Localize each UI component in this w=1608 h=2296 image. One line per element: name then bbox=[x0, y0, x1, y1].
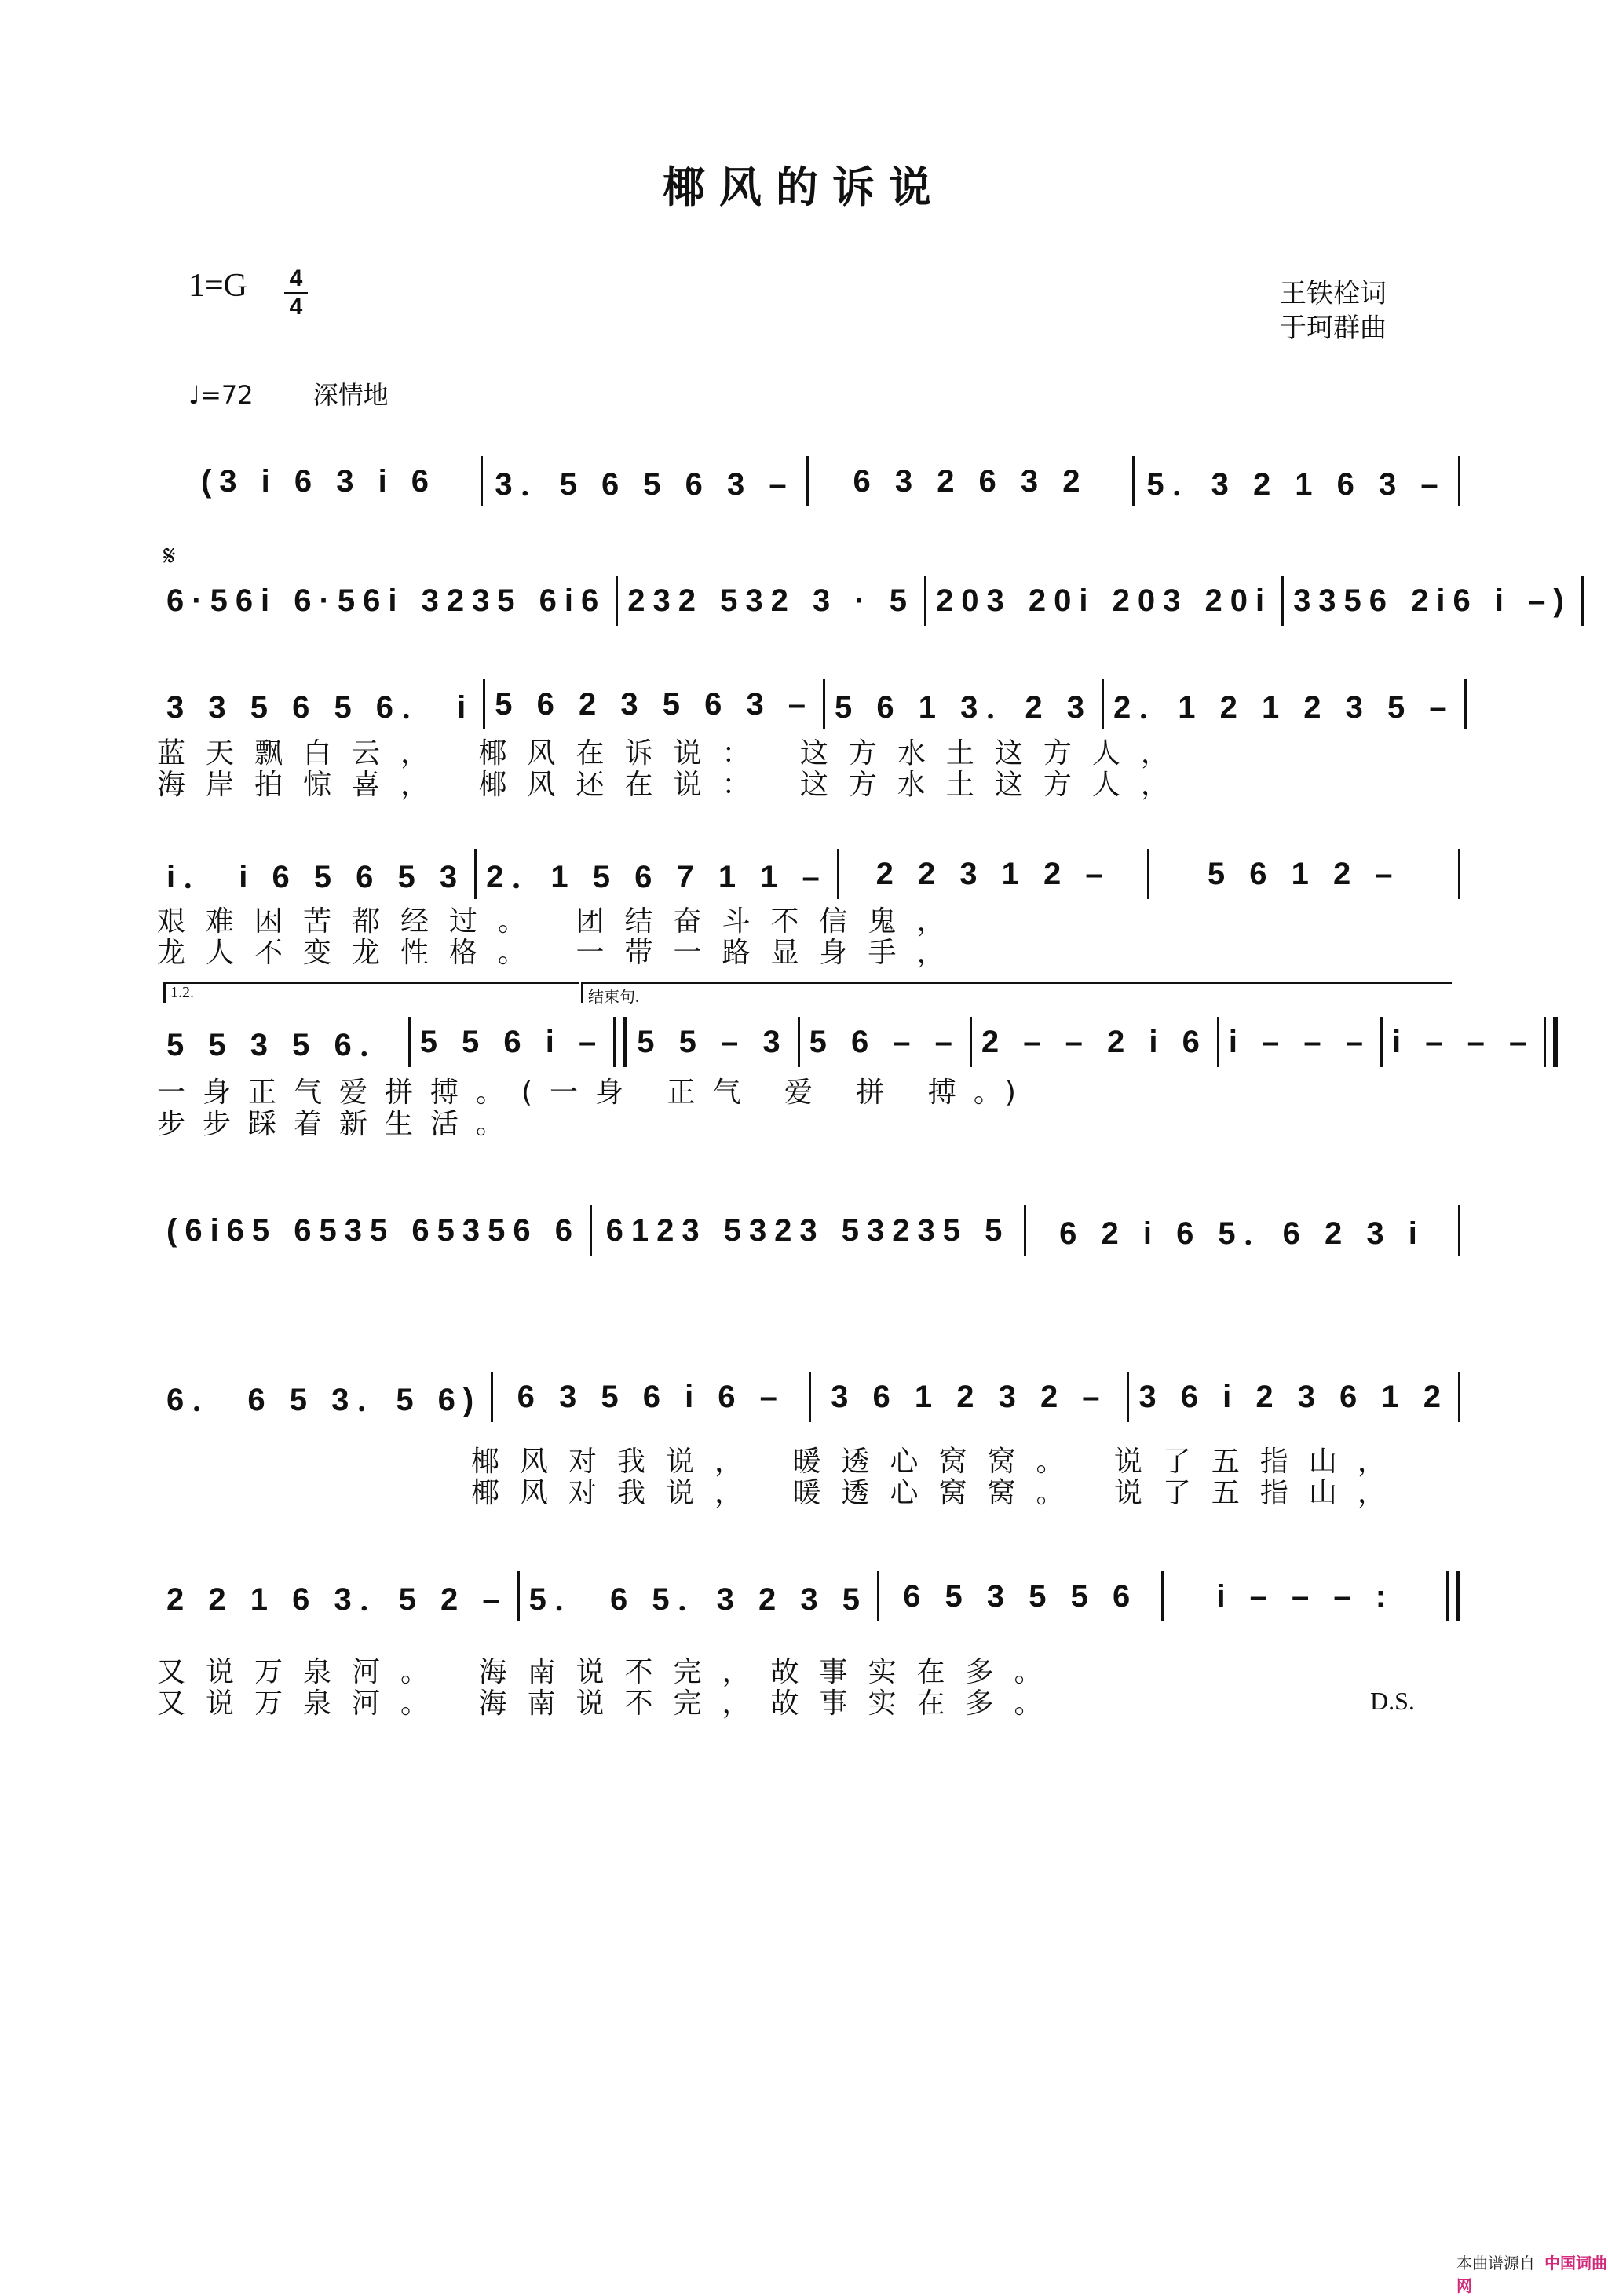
lyric-line: 椰风对我说， 暖透心窝窝。 说了五指山， bbox=[471, 1477, 1406, 1509]
volta-ending-phrase: 结束句. bbox=[581, 982, 1452, 1003]
footer-source-label: 本曲谱源自 bbox=[1456, 2254, 1535, 2272]
measure: 3 6 i 2 3 6 1 2 bbox=[1138, 1379, 1449, 1414]
measure: i – – – : bbox=[1216, 1578, 1394, 1614]
lyrics-block bbox=[157, 738, 1460, 801]
measure: 2 2 3 1 2 – bbox=[875, 856, 1111, 891]
measure: 5 5 6 i – bbox=[419, 1024, 605, 1059]
lyric-line: 步步踩着新生活。 bbox=[157, 1108, 522, 1140]
measure: 2．1 2 1 2 3 5 – bbox=[1113, 689, 1455, 725]
measure: 6． 6 5 3．5 6) bbox=[166, 1382, 482, 1417]
footer-source bbox=[1456, 2250, 1608, 2296]
tempo-bpm: ♩=72 bbox=[188, 380, 254, 410]
measure: 203 20i 203 20i bbox=[936, 583, 1273, 618]
measure: 6 5 3 5 5 6 bbox=[903, 1578, 1138, 1614]
credits bbox=[1280, 276, 1387, 345]
measure: 3 6 1 2 3 2 – bbox=[831, 1379, 1108, 1414]
barline bbox=[1464, 679, 1467, 729]
barline bbox=[1458, 1372, 1460, 1422]
notation-system bbox=[157, 454, 1460, 509]
measure: 6 2 i 6 5．6 2 3 i bbox=[1059, 1216, 1425, 1251]
footer-site-name: 中国词曲网 bbox=[1456, 2254, 1607, 2295]
measure: 5． 6 5．3 2 3 5 bbox=[528, 1581, 868, 1617]
notation-system bbox=[157, 1203, 1460, 1258]
measure: 5．3 2 1 6 3 – bbox=[1146, 466, 1446, 502]
lyrics-block bbox=[471, 1446, 1460, 1509]
lyric-line: 椰风对我说， 暖透心窝窝。 说了五指山， bbox=[471, 1446, 1406, 1478]
lyrics-block bbox=[157, 906, 1460, 969]
measure: 3．5 6 5 6 3 – bbox=[495, 466, 795, 502]
segno-sign: 𝄋 bbox=[163, 540, 176, 572]
measure: 5 5 3 5 6． bbox=[166, 1027, 399, 1062]
measure: 6 3 2 6 3 2 bbox=[853, 463, 1088, 499]
lyric-line: 又说万泉河。 海南说不完，故事实在多。 bbox=[157, 1656, 1063, 1688]
measure: 5 6 2 3 5 6 3 – bbox=[495, 686, 814, 722]
page-title: 椰风的诉说 bbox=[663, 162, 945, 212]
final-barline bbox=[1544, 1017, 1558, 1067]
notation-system bbox=[157, 846, 1460, 901]
expression: 深情地 bbox=[312, 380, 389, 410]
key-signature: 1=G bbox=[188, 268, 248, 304]
measure: 6123 5323 53235 5 bbox=[605, 1212, 1010, 1248]
volta-first-ending: 1.2. bbox=[163, 982, 579, 1003]
time-signature bbox=[284, 265, 308, 320]
measure: 2 2 1 6 3．5 2 – bbox=[166, 1581, 508, 1617]
measure: 3356 2i6 i –) bbox=[1293, 583, 1572, 618]
barline bbox=[1458, 456, 1460, 506]
barline bbox=[1458, 849, 1460, 899]
measure: (6i65 6535 65356 6 bbox=[166, 1212, 580, 1248]
repeat-barline bbox=[1446, 1571, 1460, 1621]
measure: 5 6 – – bbox=[809, 1024, 960, 1059]
time-signature-top: 4 bbox=[289, 265, 303, 291]
notation-system bbox=[157, 1015, 1535, 1069]
lyric-line: 海岸拍惊喜， 椰风还在说： 这方水土这方人， bbox=[157, 769, 1190, 801]
measure: 5 6 1 2 – bbox=[1207, 856, 1401, 891]
lyrics-block bbox=[157, 1077, 1460, 1140]
measure: i – – – bbox=[1228, 1024, 1372, 1059]
measure: 6·56i 6·56i 3235 6i6 bbox=[166, 583, 607, 618]
measure: 6 3 5 6 i 6 – bbox=[517, 1379, 785, 1414]
composer: 于珂群曲 bbox=[1280, 313, 1387, 344]
time-signature-bottom: 4 bbox=[284, 292, 308, 320]
lyric-line: 又说万泉河。 海南说不完，故事实在多。 bbox=[157, 1687, 1063, 1720]
notation-system bbox=[157, 677, 1460, 732]
tempo-marking bbox=[188, 375, 440, 411]
notation-system bbox=[157, 1369, 1460, 1424]
lyric-line: 蓝天飘白云， 椰风在诉说： 这方水土这方人， bbox=[157, 737, 1190, 770]
notation-system bbox=[157, 1569, 1460, 1624]
measure: i – – – bbox=[1392, 1024, 1535, 1059]
measure: 2．1 5 6 7 1 1 – bbox=[486, 859, 828, 894]
da-segno-marking: D.S. bbox=[1370, 1687, 1415, 1715]
lyricist: 王铁栓词 bbox=[1280, 278, 1387, 309]
measure: 3 3 5 6 5 6． i bbox=[166, 689, 474, 725]
measure: 2 – – 2 i 6 bbox=[981, 1024, 1208, 1059]
measure: 232 532 3 · 5 bbox=[627, 583, 915, 618]
lyrics-block bbox=[157, 1657, 1460, 1720]
measure: (3 i 6 3 i 6 bbox=[200, 463, 437, 499]
notation-system bbox=[157, 573, 1572, 628]
double-barline bbox=[613, 1017, 627, 1067]
measure: 5 6 1 3．2 3 bbox=[835, 689, 1092, 725]
barline bbox=[1458, 1205, 1460, 1256]
lyric-line: 一身正气爱拼搏。(一身 正气 爱 拼 搏。) bbox=[157, 1077, 1033, 1109]
measure: i． i 6 5 6 5 3 bbox=[166, 859, 466, 894]
lyric-line: 龙人不变龙性格。 一带一路显身手， bbox=[157, 937, 966, 969]
measure: 5 5 – 3 bbox=[637, 1024, 788, 1059]
barline bbox=[1581, 576, 1584, 626]
lyric-line: 艰难困苦都经过。 团结奋斗不信鬼， bbox=[157, 905, 966, 938]
